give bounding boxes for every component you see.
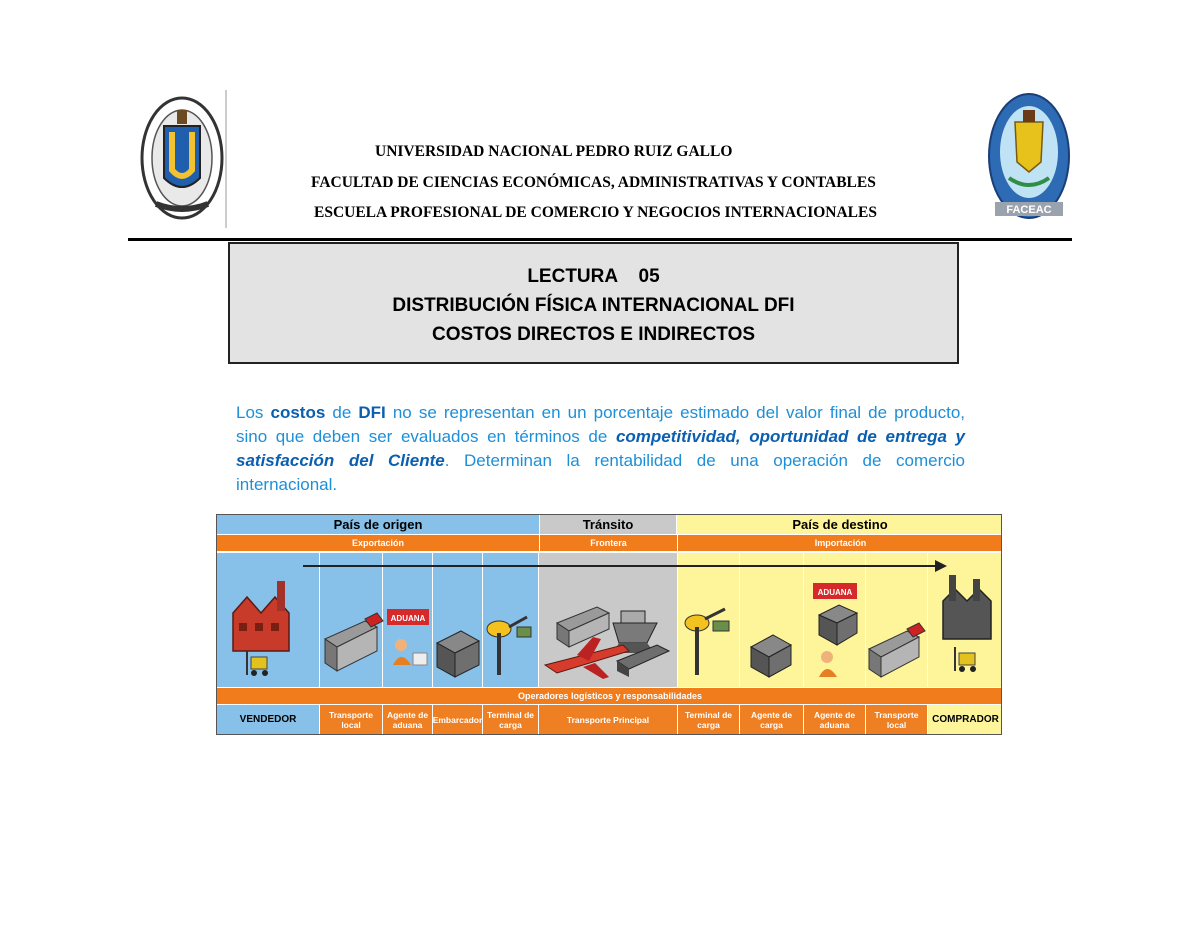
dest-customs-icon <box>813 583 857 677</box>
dfi-chain-diagram <box>216 514 1002 735</box>
keyword-dfi: DFI <box>358 403 386 422</box>
customs-booth-icon <box>387 609 429 665</box>
container-stack-icon <box>437 631 479 677</box>
header-destination: País de destino <box>677 515 1002 534</box>
supply-chain-illustrations <box>217 553 1002 687</box>
header-divider <box>128 238 1072 241</box>
freight-container-icon <box>751 635 791 677</box>
role-main-transport: Transporte Principal <box>539 705 678 735</box>
airplane-icon <box>545 637 629 679</box>
keyword-competitividad: competitividad, oportunidad de entrega y satisfacción del Cliente <box>236 427 965 470</box>
faceac-logo-label: FACEAC <box>1006 204 1052 216</box>
sub-border: Frontera <box>540 535 677 551</box>
lecture-number: LECTURA 05 <box>527 266 660 287</box>
sub-import: Importación <box>678 535 1002 551</box>
role-freight-agent: Agente de carga <box>740 705 804 735</box>
truck-transit-icon <box>557 607 609 647</box>
role-cargo-terminal: Terminal de carga <box>483 705 539 735</box>
role-shipper: Embarcador <box>433 705 483 735</box>
customs-sign-right: ADUANA <box>817 588 853 597</box>
role-customs-agent: Agente de aduana <box>383 705 433 735</box>
role-dest-customs-agent: Agente de aduana <box>804 705 866 735</box>
keyword-costos: costos <box>270 403 326 422</box>
port-crane-icon <box>487 617 531 675</box>
role-buyer: COMPRADOR <box>928 705 1002 735</box>
factory-icon <box>233 581 289 651</box>
role-dest-local-transport: Transporte local <box>866 705 928 735</box>
forklift-icon <box>247 651 268 676</box>
header-transit: Tránsito <box>539 515 677 534</box>
customs-sign-left: ADUANA <box>390 614 426 623</box>
role-vendor: VENDEDOR <box>217 705 320 735</box>
buyer-forklift-icon <box>955 647 976 672</box>
truck-icon <box>325 613 383 671</box>
buyer-factory-icon <box>943 575 991 639</box>
faculty-name: FACULTAD DE CIENCIAS ECONÓMICAS, ADMINISTRATIVAS Y CONTABLES <box>311 174 876 191</box>
role-dest-terminal: Terminal de carga <box>678 705 740 735</box>
university-name: UNIVERSIDAD NACIONAL PEDRO RUIZ GALLO <box>375 143 733 160</box>
lecture-subtitle: COSTOS DIRECTOS E INDIRECTOS <box>431 324 756 345</box>
dest-crane-icon <box>685 609 729 675</box>
operators-bar: Operadores logísticos y responsabilidades <box>217 688 1002 704</box>
university-seal-logo <box>138 88 228 230</box>
title-box <box>228 242 959 364</box>
role-local-transport: Transporte local <box>320 705 383 735</box>
intro-paragraph: Los costos de DFI no se representan en un porcentaje estimado del valor final de producto, sino que deben ser evaluados en términos de competitividad, oportunidad de entrega y satisfacción del Cliente. Determinan la rentabilidad de una operación de comercio internacional. <box>236 403 966 494</box>
lecture-title: DISTRIBUCIÓN FÍSICA INTERNACIONAL DFI <box>392 295 795 316</box>
sub-export: Exportación <box>217 535 539 551</box>
header-origin: País de origen <box>217 515 539 534</box>
school-name: ESCUELA PROFESIONAL DE COMERCIO Y NEGOCIOS INTERNACIONALES <box>314 204 877 221</box>
faceac-logo <box>985 88 1073 226</box>
dest-truck-icon <box>869 623 925 677</box>
